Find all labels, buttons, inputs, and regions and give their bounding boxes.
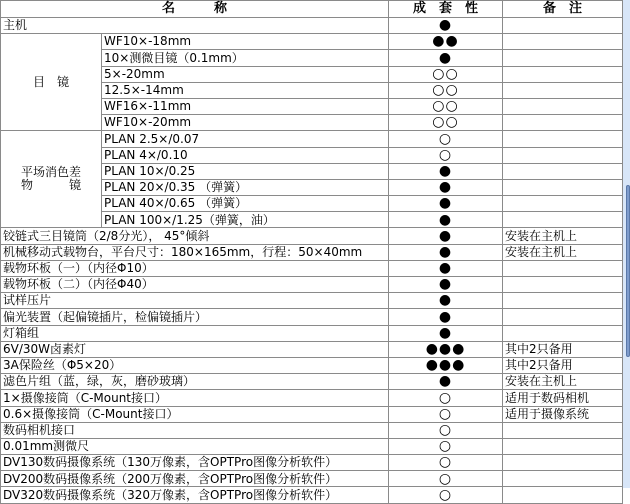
remark-cell bbox=[503, 147, 623, 163]
item-name-cell: 试样压片 bbox=[1, 293, 389, 309]
remark-cell bbox=[503, 487, 623, 503]
remark-cell: 其中2只备用 bbox=[503, 341, 623, 357]
completeness-cell: ● bbox=[389, 325, 503, 341]
completeness-cell: ● bbox=[389, 260, 503, 276]
table-row bbox=[1, 325, 623, 341]
completeness-cell: ○ bbox=[389, 455, 503, 471]
remark-cell bbox=[503, 163, 623, 179]
completeness-cell: ● bbox=[389, 50, 503, 66]
remark-cell bbox=[503, 196, 623, 212]
item-name-cell: 主机 bbox=[1, 18, 389, 34]
completeness-cell: ● bbox=[389, 212, 503, 228]
table-row bbox=[1, 260, 623, 276]
item-name-cell: 10×测微目镜（0.1mm） bbox=[102, 50, 389, 66]
completeness-cell: ● bbox=[389, 179, 503, 195]
completeness-cell: ●●● bbox=[389, 341, 503, 357]
item-name-cell: WF10×-18mm bbox=[102, 34, 389, 50]
completeness-cell: ○ bbox=[389, 406, 503, 422]
remark-cell bbox=[503, 179, 623, 195]
table-row bbox=[1, 228, 623, 244]
table-row bbox=[1, 357, 623, 373]
remark-cell bbox=[503, 260, 623, 276]
completeness-cell: ○○ bbox=[389, 115, 503, 131]
item-name-cell: 1×摄像接筒（C-Mount接口） bbox=[1, 390, 389, 406]
completeness-cell: ○ bbox=[389, 487, 503, 503]
completeness-cell: ○ bbox=[389, 471, 503, 487]
group-label-line: 物 镜 bbox=[20, 178, 81, 193]
table-row bbox=[1, 471, 623, 487]
header-row bbox=[1, 1, 623, 18]
item-name-cell: PLAN 4×/0.10 bbox=[102, 147, 389, 163]
table-row bbox=[1, 131, 623, 147]
header-completeness: 成 套 性 bbox=[389, 1, 503, 18]
completeness-cell: ● bbox=[389, 293, 503, 309]
item-name-cell: 载物环板（一）（内径Φ10） bbox=[1, 260, 389, 276]
item-name-cell: 12.5×-14mm bbox=[102, 82, 389, 98]
header-name: 名 称 bbox=[1, 1, 389, 18]
table-row bbox=[1, 406, 623, 422]
group-cell-eyepiece: 目 镜 bbox=[1, 34, 102, 131]
item-name-cell: 滤色片组（蓝，绿，灰，磨砂玻璃） bbox=[1, 374, 389, 390]
item-name-cell: 5×-20mm bbox=[102, 66, 389, 82]
completeness-cell: ● bbox=[389, 277, 503, 293]
completeness-cell: ● bbox=[389, 244, 503, 260]
remark-cell bbox=[503, 98, 623, 114]
completeness-cell: ●●● bbox=[389, 357, 503, 373]
item-name-cell: 0.6×摄像接筒（C-Mount接口） bbox=[1, 406, 389, 422]
item-name-cell: 铰链式三目镜筒（2/8分光）， 45°倾斜 bbox=[1, 228, 389, 244]
item-name-cell: 3A保险丝（Φ5×20） bbox=[1, 357, 389, 373]
table-row bbox=[1, 18, 623, 34]
remark-cell: 适用于数码相机 bbox=[503, 390, 623, 406]
completeness-cell: ○○ bbox=[389, 66, 503, 82]
item-name-cell: WF10×-20mm bbox=[102, 115, 389, 131]
item-name-cell: PLAN 40×/0.65 （弹簧） bbox=[102, 196, 389, 212]
item-name-cell: 偏光装置（起偏镜插片，检偏镜插片） bbox=[1, 309, 389, 325]
item-name-cell: DV130数码摄像系统（130万像素，含OPTPro图像分析软件） bbox=[1, 455, 389, 471]
remark-cell bbox=[503, 66, 623, 82]
completeness-cell: ○○ bbox=[389, 98, 503, 114]
item-name-cell: PLAN 10×/0.25 bbox=[102, 163, 389, 179]
remark-cell bbox=[503, 471, 623, 487]
remark-cell: 安装在主机上 bbox=[503, 228, 623, 244]
group-cell-objective bbox=[1, 131, 102, 228]
remark-cell bbox=[503, 293, 623, 309]
table-row bbox=[1, 309, 623, 325]
completeness-cell: ● bbox=[389, 309, 503, 325]
completeness-cell: ○ bbox=[389, 131, 503, 147]
item-name-cell: 6V/30W卤素灯 bbox=[1, 341, 389, 357]
completeness-cell: ○ bbox=[389, 422, 503, 438]
header-remark: 备 注 bbox=[503, 1, 623, 18]
item-name-cell: 机械移动式载物台，平台尺寸：180×165mm，行程：50×40mm bbox=[1, 244, 389, 260]
item-name-cell: 数码相机接口 bbox=[1, 422, 389, 438]
table-row bbox=[1, 34, 623, 50]
table-row bbox=[1, 390, 623, 406]
remark-cell bbox=[503, 309, 623, 325]
item-name-cell: 灯箱组 bbox=[1, 325, 389, 341]
table-row bbox=[1, 341, 623, 357]
table-row bbox=[1, 455, 623, 471]
remark-cell bbox=[503, 438, 623, 454]
item-name-cell: PLAN 100×/1.25（弹簧，油） bbox=[102, 212, 389, 228]
remark-cell bbox=[503, 277, 623, 293]
completeness-cell: ● bbox=[389, 18, 503, 34]
table-row bbox=[1, 374, 623, 390]
remark-cell bbox=[503, 325, 623, 341]
remark-cell bbox=[503, 82, 623, 98]
remark-cell bbox=[503, 422, 623, 438]
table-row bbox=[1, 438, 623, 454]
remark-cell: 安装在主机上 bbox=[503, 374, 623, 390]
completeness-cell: ● bbox=[389, 163, 503, 179]
table-row bbox=[1, 277, 623, 293]
completeness-cell: ○○ bbox=[389, 82, 503, 98]
remark-cell bbox=[503, 115, 623, 131]
remark-cell bbox=[503, 18, 623, 34]
remark-cell: 安装在主机上 bbox=[503, 244, 623, 260]
item-name-cell: 载物环板（二）（内径Φ40） bbox=[1, 277, 389, 293]
item-name-cell: PLAN 2.5×/0.07 bbox=[102, 131, 389, 147]
table-row bbox=[1, 422, 623, 438]
remark-cell bbox=[503, 34, 623, 50]
remark-cell: 适用于摄像系统 bbox=[503, 406, 623, 422]
completeness-cell: ●● bbox=[389, 34, 503, 50]
scrollbar-thumb[interactable] bbox=[626, 185, 630, 357]
remark-cell: 其中2只备用 bbox=[503, 357, 623, 373]
remark-cell bbox=[503, 455, 623, 471]
item-name-cell: WF16×-11mm bbox=[102, 98, 389, 114]
item-name-cell: 0.01mm测微尺 bbox=[1, 438, 389, 454]
group-label-line: 平场消色差 bbox=[20, 164, 81, 179]
item-name-cell: DV200数码摄像系统（200万像素，含OPTPro图像分析软件） bbox=[1, 471, 389, 487]
completeness-cell: ○ bbox=[389, 147, 503, 163]
item-name-cell: DV320数码摄像系统（320万像素，含OPTPro图像分析软件） bbox=[1, 487, 389, 503]
remark-cell bbox=[503, 131, 623, 147]
table-row bbox=[1, 293, 623, 309]
remark-cell bbox=[503, 212, 623, 228]
item-name-cell: PLAN 20×/0.35 （弹簧） bbox=[102, 179, 389, 195]
completeness-cell: ● bbox=[389, 228, 503, 244]
completeness-cell: ○ bbox=[389, 438, 503, 454]
remark-cell bbox=[503, 50, 623, 66]
scrollbar-track[interactable] bbox=[622, 0, 630, 488]
completeness-cell: ○ bbox=[389, 390, 503, 406]
completeness-cell: ● bbox=[389, 374, 503, 390]
table-row bbox=[1, 487, 623, 503]
completeness-cell: ● bbox=[389, 196, 503, 212]
table-row bbox=[1, 244, 623, 260]
